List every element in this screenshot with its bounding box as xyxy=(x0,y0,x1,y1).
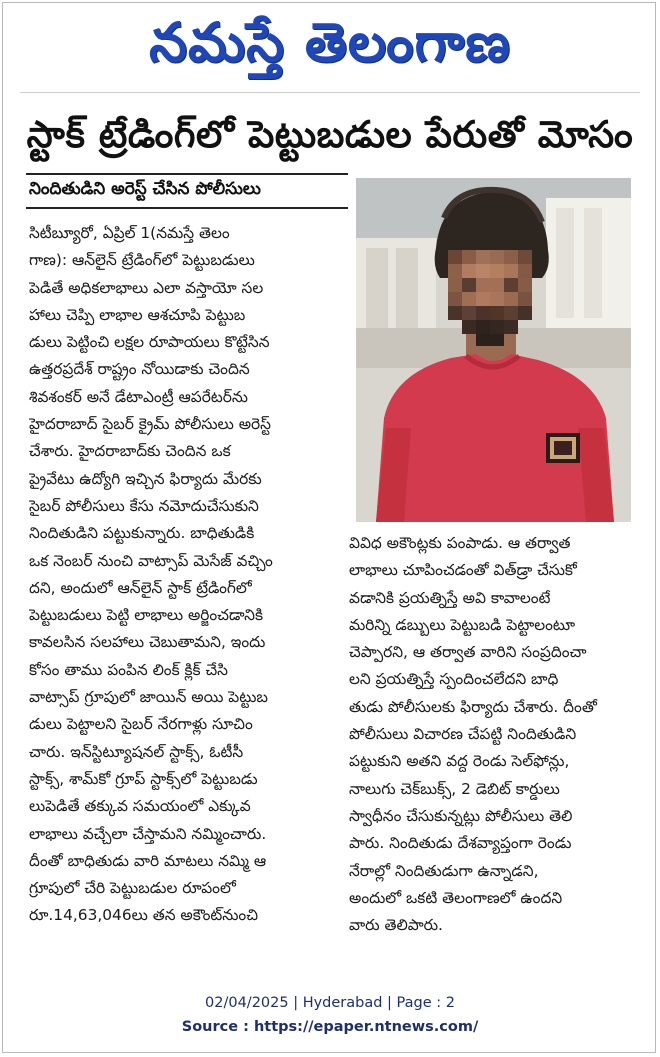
article-body-line: చేశారు. హైదరాబాద్‌కు చెందిన ఒక xyxy=(29,442,231,461)
article-body-line: లాభాలు వచ్చేలా చేస్తామని నమ్మించారు. xyxy=(29,824,267,843)
article-body-line: పట్టుకుని అతని వద్ద రెండు సెల్‌ఫోన్లు, xyxy=(349,752,570,771)
article-body-line: ఒక నెంబర్ నుంచి వాట్సాప్ మెసేజ్ వచ్చిం xyxy=(29,551,273,570)
article-subheadline xyxy=(26,173,348,209)
article-body-line: రూ.14,63,046లు తన అకౌంట్‌నుంచి xyxy=(29,906,258,925)
subheadline-text: నిందితుడిని అరెస్ట్ చేసిన పోలీసులు xyxy=(29,179,261,199)
article-body-line: నిందితుడిని పట్టుకున్నారు. బాధితుడికి xyxy=(29,524,255,543)
article-headline: స్టాక్ ట్రేడింగ్‌లో పెట్టుబడుల పేరుతో మోసం xyxy=(26,113,634,156)
article-body-line: ఉత్తరప్రదేశ్ రాష్ట్రం నోయిడాకు చెందిన xyxy=(29,360,250,379)
article-body-line: పెట్టుబడులు పెట్టి లాభాలు అర్జించడానికి xyxy=(29,606,263,625)
footer-source: Source : https://epaper.ntnews.com/ xyxy=(181,1019,479,1035)
article-body-line: దీంతో బాధితుడు వారి మాటలు నమ్మి ఆ xyxy=(29,851,267,870)
article-body-line: వారు తెలిపారు. xyxy=(349,916,443,935)
article-body-line: వాట్సాప్ గ్రూపులో జాయిన్ అయి పెట్టుబ xyxy=(29,688,268,707)
article-body-line: చారు. ఇన్‌స్టిట్యూషనల్ స్టాక్స్, ఓటీసీ xyxy=(29,742,244,761)
footer-dateline: 02/04/2025 | Hyderabad | Page : 2 xyxy=(205,995,455,1011)
article-body-line: ప్రైవేటు ఉద్యోగి ఇచ్చిన ఫిర్యాదు మేరకు xyxy=(29,469,262,488)
article-body-line: లుపెడితే తక్కువ సమయంలో ఎక్కువ xyxy=(29,797,251,816)
masthead-title: నమస్తే తెలంగాణ xyxy=(149,11,511,74)
masthead-divider xyxy=(20,92,640,93)
article-body-line: కోసం తాము పంపిన లింక్ క్లిక్ చేసి xyxy=(29,660,228,679)
article-body-line: డులు పెట్టాలని సైబర్ నేరగాళ్లు సూచిం xyxy=(29,715,253,734)
article-body-line: వివిధ అకౌంట్లకు పంపాడు. ఆ తర్వాత xyxy=(349,534,571,552)
article-body-line: సిటీబ్యూరో, ఏప్రిల్ 1(నమస్తే తెలం xyxy=(29,224,230,242)
article-body-line: నేరాల్లో నిందితుడుగా ఉన్నాడని, xyxy=(349,861,539,880)
article-body-line: మరిన్ని డబ్బులు పెట్టుబడి పెట్టాలంటూ xyxy=(349,615,576,634)
article-body-line: పోలీసులు విచారణ చేపట్టి నిందితుడిని xyxy=(349,725,577,744)
article-body-line: స్వాధీనం చేసుకున్నట్లు పోలీసులు తెలి xyxy=(349,806,573,825)
article-body-line: గాణ): ఆన్‌లైన్ ట్రేడింగ్‌లో పెట్టుబడులు xyxy=(29,251,255,270)
article-body-line: తుడు పోలీసులకు ఫిర్యాదు చేశారు. దీంతో xyxy=(349,697,597,716)
article-body-line: హైదరాబాద్ సైబర్ క్రైమ్ పోలీసులు అరెస్ట్ xyxy=(29,415,271,434)
article-body-line: లాభాలు చూపించడంతో విత్‌డ్రా చేసుకో xyxy=(349,561,577,580)
article-body-line: వడానికి ప్రయత్నిస్తే అవి కావాలంటే xyxy=(349,588,551,607)
article-body-line: హాలు చెప్పి లాభాల ఆశచూపి పెట్టుబ xyxy=(29,305,246,324)
article-body-line: చెప్పారని, ఆ తర్వాత వారిని సంప్రదించా xyxy=(349,643,587,662)
article-body-right-column xyxy=(349,530,637,939)
accused-photo xyxy=(356,178,631,522)
article-body-line: గ్రూపులో చేరి పెట్టుబడుల రూపంలో xyxy=(29,879,236,898)
article-body-line: సైబర్ పోలీసులు కేసు నమోదుచేసుకుని xyxy=(29,496,259,515)
article-body-line: నాలుగు చెక్‌బుక్స్, 2 డెబిట్ కార్డులు xyxy=(349,779,560,798)
article-body-line: పెడితే అధికలాభాలు ఎలా వస్తాయో సల xyxy=(29,278,264,297)
article-body-line: అందులో ఒకటి తెలంగాణలో ఉందని xyxy=(349,888,563,907)
article-body-line: శివశంకర్ అనే డేటాఎంట్రీ ఆపరేటర్‌ను xyxy=(29,387,248,406)
article-body-line: కావలసిన సలహాలు చెబుతామని, ఇందు xyxy=(29,633,266,652)
article-body-line: డులు పెట్టించి లక్షల రూపాయలు కొట్టేసిన xyxy=(29,333,270,352)
article-body-line: స్టాక్స్, శామ్‌కో గ్రూప్ స్టాక్స్‌లో పెట్టుబడు xyxy=(29,769,258,788)
article-body-line: లని ప్రయత్నిస్తే స్పందించలేదని బాధి xyxy=(349,670,559,689)
article-body-line: పారు. నిందితుడు దేశవ్యాప్తంగా రెండు xyxy=(349,834,572,853)
article-body-left-column xyxy=(29,220,347,930)
article-body-line: దని, అందులో ఆన్‌లైన్ స్టాక్ ట్రేడింగ్‌లో xyxy=(29,578,252,597)
